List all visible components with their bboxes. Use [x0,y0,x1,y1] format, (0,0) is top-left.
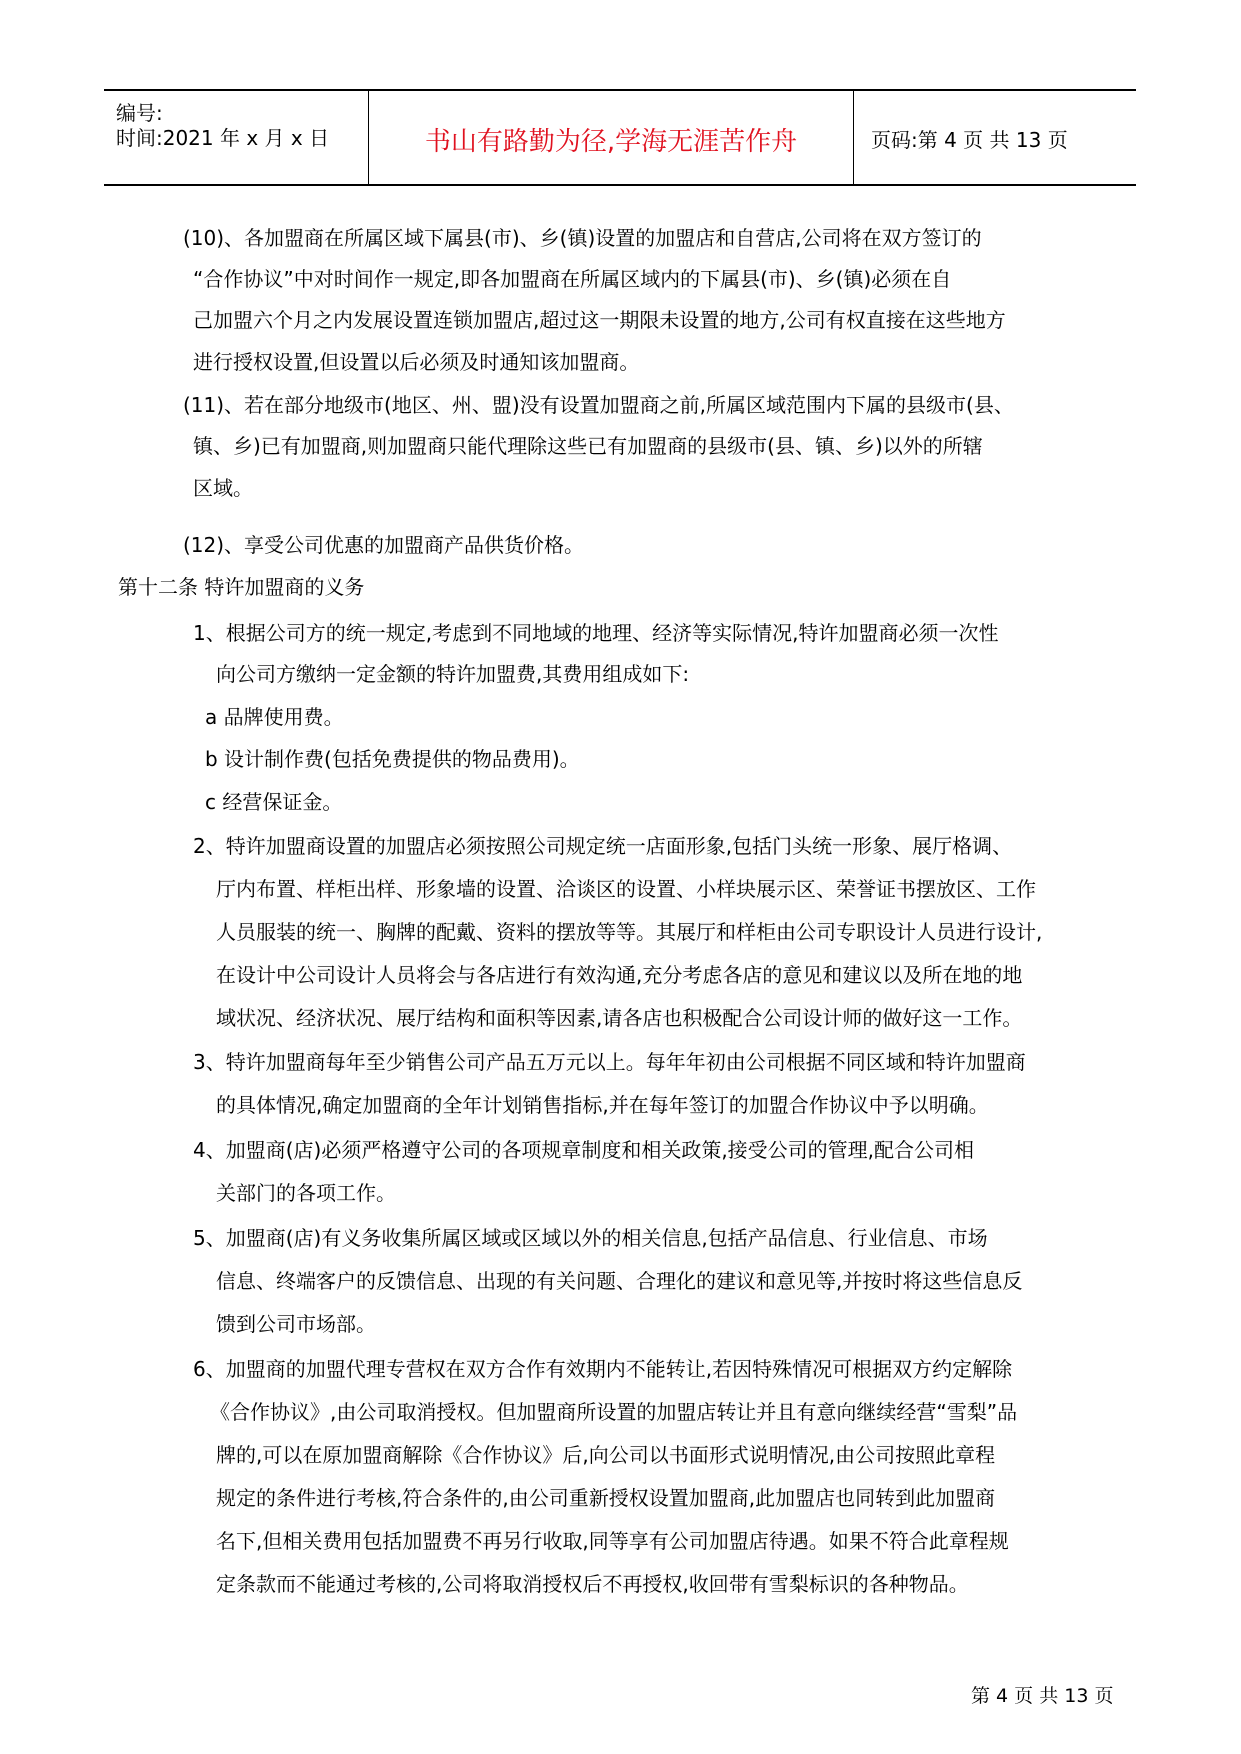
body-line: 的具体情况,确定加盟商的全年计划销售指标,并在每年签订的加盟合作协议中予以明确。 [216,1093,989,1117]
body-line: 4、加盟商(店)必须严格遵守公司的各项规章制度和相关政策,接受公司的管理,配合公司相 [193,1138,975,1162]
body-line: 域状况、经济状况、展厅结构和面积等因素,请各店也积极配合公司设计师的做好这一工作。 [216,1006,1023,1030]
body-line: (10)、各加盟商在所属区域下属县(市)、乡(镇)设置的加盟店和自营店,公司将在双方签订的 [183,226,982,250]
body-line: 在设计中公司设计人员将会与各店进行有效沟通,充分考虑各店的意见和建议以及所在地的地 [216,963,1023,987]
body-line: 牌的,可以在原加盟商解除《合作协议》后,向公司以书面形式说明情况,由公司按照此章程 [216,1443,996,1467]
list-item: c 经营保证金。 [205,790,343,814]
document-number-label: 编号: [116,101,163,125]
header-page-info: 页码:第 4 页 共 13 页 [871,128,1068,152]
body-line: 厅内布置、样柜出样、形象墙的设置、洽谈区的设置、小样块展示区、荣誉证书摆放区、工作 [216,877,1036,901]
article-heading: 第十二条 特许加盟商的义务 [118,575,365,599]
body-line: 区域。 [193,476,253,500]
body-line: “合作协议”中对时间作一规定,即各加盟商在所属区域内的下属县(市)、乡(镇)必须在自 [193,267,952,291]
list-item: b 设计制作费(包括免费提供的物品费用)。 [205,747,580,771]
body-line: 3、特许加盟商每年至少销售公司产品五万元以上。每年年初由公司根据不同区域和特许加盟商 [193,1050,1026,1074]
header-meta [104,91,369,184]
header-motto: 书山有路勤为径,学海无涯苦作舟 [424,127,798,157]
body-line: 人员服装的统一、胸牌的配戴、资料的摆放等等。其展厅和样柜由公司专职设计人员进行设计, [216,920,1043,944]
body-line: 5、加盟商(店)有义务收集所属区域或区域以外的相关信息,包括产品信息、行业信息、市场 [193,1226,988,1250]
body-line: 6、加盟商的加盟代理专营权在双方合作有效期内不能转让,若因特殊情况可根据双方约定解除 [193,1357,1013,1381]
body-line: 《合作协议》,由公司取消授权。但加盟商所设置的加盟店转让并且有意向继续经营“雪梨”品 [210,1400,1018,1424]
document-time-label: 时间:2021 年 x 月 x 日 [116,126,330,150]
body-line: 名下,但相关费用包括加盟费不再另行收取,同等享有公司加盟店待遇。如果不符合此章程规 [216,1529,1009,1553]
header-motto-cell [369,91,854,184]
body-line: (11)、若在部分地级市(地区、州、盟)没有设置加盟商之前,所属区域范围内下属的县级市(县、 [183,393,1014,417]
body-line: 信息、终端客户的反馈信息、出现的有关问题、合理化的建议和意见等,并按时将这些信息反 [216,1269,1023,1293]
body-line: 定条款而不能通过考核的,公司将取消授权后不再授权,收回带有雪梨标识的各种物品。 [216,1572,969,1596]
page-footer-number: 第 4 页 共 13 页 [971,1685,1114,1707]
page-header [104,89,1136,186]
list-item: a 品牌使用费。 [205,705,344,729]
body-line: 馈到公司市场部。 [216,1312,376,1336]
body-line: 向公司方缴纳一定金额的特许加盟费,其费用组成如下: [216,662,690,686]
body-line: (12)、享受公司优惠的加盟商产品供货价格。 [183,533,585,557]
body-line: 1、根据公司方的统一规定,考虑到不同地域的地理、经济等实际情况,特许加盟商必须一次性 [193,621,999,645]
body-line: 2、特许加盟商设置的加盟店必须按照公司规定统一店面形象,包括门头统一形象、展厅格调、 [193,834,1013,858]
body-line: 关部门的各项工作。 [216,1181,396,1205]
body-line: 规定的条件进行考核,符合条件的,由公司重新授权设置加盟商,此加盟店也同转到此加盟商 [216,1486,996,1510]
body-line: 镇、乡)已有加盟商,则加盟商只能代理除这些已有加盟商的县级市(县、镇、乡)以外的所辖 [193,434,983,458]
body-line: 己加盟六个月之内发展设置连锁加盟店,超过这一期限未设置的地方,公司有权直接在这些地方 [193,308,1006,332]
header-page-cell [854,91,1136,184]
body-line: 进行授权设置,但设置以后必须及时通知该加盟商。 [193,350,640,374]
